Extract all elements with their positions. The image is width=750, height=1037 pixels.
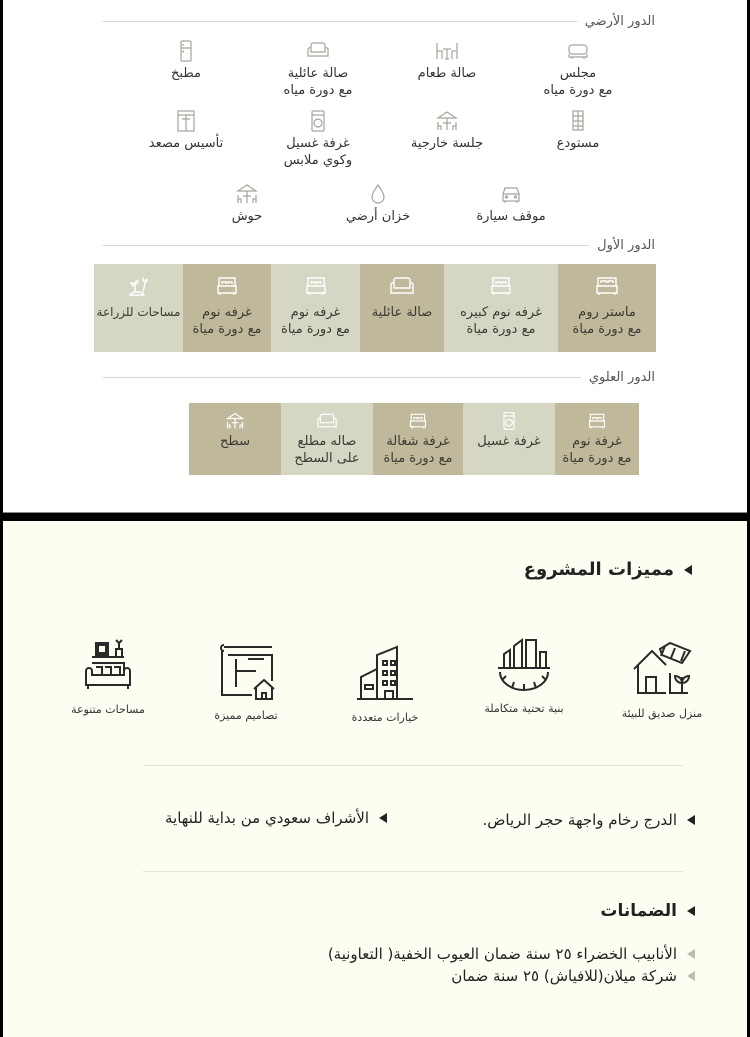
tile-label: غرفه نوم كبيره (460, 305, 542, 320)
tile-label: صالة عائلية (371, 305, 433, 320)
features-heading (524, 559, 692, 580)
elevator-icon (174, 110, 198, 132)
tile-maid-room (373, 403, 463, 475)
item-label: مستودع (556, 136, 600, 151)
bed-icon (488, 274, 514, 298)
ground-item-outdoor-seating (387, 110, 507, 152)
outdoor-umbrella-icon (435, 110, 459, 132)
bed-icon (407, 411, 429, 431)
divider (143, 871, 683, 872)
upper-floor-tiles (189, 403, 639, 475)
tile-label: غرفة غسيل (477, 434, 541, 449)
first-floor-heading (103, 238, 655, 253)
sofa-icon (316, 411, 338, 431)
guarantee-item-2 (451, 967, 695, 985)
ground-item-yard (187, 183, 307, 225)
cabinet-icon (566, 110, 590, 132)
water-drop-icon (366, 183, 390, 205)
item-label: جلسة خارجية (410, 136, 484, 151)
guarantees-title: الضمانات (600, 901, 677, 921)
guarantee-text: الأنابيب الخضراء ٢٥ سنة ضمان العيوب الخفية( التعاونية) (327, 945, 677, 963)
tile-sublabel: مع دورة مياة (572, 322, 642, 337)
note-stairs-facade (482, 811, 695, 829)
triangle-bullet-icon (687, 815, 695, 825)
tile-bedroom-1 (271, 264, 360, 352)
ground-floor-title: الدور الأرضي (584, 14, 655, 29)
tile-large-bedroom (444, 264, 558, 352)
sofa-icon (566, 40, 590, 62)
feature-infrastructure (469, 634, 579, 715)
dining-table-icon (435, 40, 459, 62)
upper-floor-heading (103, 370, 655, 385)
triangle-bullet-icon (687, 949, 695, 959)
item-label: تأسيس مصعد (148, 136, 224, 151)
ground-item-family-hall (258, 40, 378, 99)
ground-item-storage (518, 110, 638, 152)
guarantee-text: شركة ميلان(للافياش) ٢٥ سنة ضمان (451, 967, 677, 985)
item-label: صالة عائلية (287, 66, 349, 81)
triangle-bullet-icon (379, 813, 387, 823)
item-label: غرفة غسيل (286, 136, 350, 151)
washing-machine-icon (306, 110, 330, 132)
feature-label: منزل صديق للبيئة (621, 707, 703, 720)
tile-upper-bedroom (555, 403, 639, 475)
note-text: الدرج رخام واجهة حجر الرياض. (482, 811, 677, 829)
ground-item-majlis (518, 40, 638, 99)
divider (143, 765, 683, 766)
tile-upper-laundry (463, 403, 555, 475)
note-text: الأشراف سعودي من بداية للنهاية (165, 809, 369, 827)
ground-item-kitchen (126, 40, 246, 82)
triangle-bullet-icon (684, 565, 692, 575)
feature-label: تصاميم مميزة (214, 709, 278, 722)
living-space-icon (76, 635, 140, 695)
first-floor-tiles (94, 264, 656, 352)
item-sublabel: وكوي ملابس (283, 153, 353, 168)
tile-label: غرفه نوم (290, 305, 341, 320)
divider (103, 21, 577, 22)
guarantee-item-1 (328, 945, 695, 963)
item-label: مطبخ (171, 66, 201, 81)
feature-label: بنية تحتية متكاملة (484, 702, 564, 715)
item-sublabel: مع دورة مياه (283, 83, 353, 98)
item-label: مجلس (559, 66, 597, 81)
tile-sublabel: مع دورة مياة (466, 322, 536, 337)
triangle-bullet-icon (687, 971, 695, 981)
feature-spaces (53, 635, 163, 716)
bed-icon (594, 274, 620, 298)
item-label: حوش (231, 209, 263, 224)
armchair-icon (306, 40, 330, 62)
bed-icon (303, 274, 329, 298)
car-icon (499, 183, 523, 205)
tile-sublabel: مع دورة مياة (562, 451, 632, 466)
item-sublabel: مع دورة مياه (543, 83, 613, 98)
tile-sublabel: مع دورة مياة (192, 322, 262, 337)
tile-label: غرفة شغالة (386, 434, 450, 449)
tile-roof (189, 403, 281, 475)
ground-item-parking (451, 183, 571, 225)
ground-item-water-tank (318, 183, 438, 225)
tile-bedroom-2 (183, 264, 271, 352)
tile-label: غرفة نوم (572, 434, 622, 449)
fridge-icon (174, 40, 198, 62)
bed-icon (586, 411, 608, 431)
item-label: صالة طعام (417, 66, 477, 81)
first-floor-title: الدور الأول (597, 238, 655, 253)
guarantees-heading (600, 901, 695, 921)
feature-label: مساحات متنوعة (71, 703, 145, 716)
item-label: موقف سيارة (476, 209, 546, 224)
note-supervision (165, 809, 387, 827)
blueprint-house-icon (214, 641, 278, 701)
plant-shovel-icon (126, 274, 152, 298)
features-title: مميزات المشروع (523, 559, 674, 580)
building-icon (353, 643, 417, 703)
ground-item-dining (387, 40, 507, 82)
ground-item-laundry (258, 110, 378, 169)
outdoor-umbrella-icon (235, 183, 259, 205)
tile-family-hall (360, 264, 444, 352)
triangle-bullet-icon (687, 906, 695, 916)
tile-label: ماستر روم (578, 305, 636, 320)
tile-roof-hall (281, 403, 373, 475)
tile-planting-areas (94, 264, 183, 352)
tile-sublabel: مع دورة مياة (281, 322, 350, 337)
bed-icon (214, 274, 240, 298)
tile-sublabel: مع دورة مياة (383, 451, 453, 466)
tile-sublabel: على السطح (294, 451, 360, 466)
item-label: خزان أرضي (345, 209, 411, 224)
tile-master-room (558, 264, 656, 352)
ground-item-elevator (126, 110, 246, 152)
upper-floor-title: الدور العلوي (588, 370, 655, 385)
tile-label: مساحات للزراعة (96, 305, 181, 319)
sofa-icon (389, 274, 415, 298)
floor-plan-panel (3, 0, 747, 513)
feature-designs (191, 641, 301, 722)
eco-house-icon (630, 639, 694, 699)
divider (103, 377, 581, 378)
washing-machine-icon (498, 411, 520, 431)
tile-label: غرفه نوم (202, 305, 252, 320)
divider (103, 245, 589, 246)
feature-label: خيارات متعددة (351, 711, 419, 724)
feature-options (330, 643, 440, 724)
ground-floor-heading (103, 14, 655, 29)
tile-label: سطح (220, 434, 250, 449)
tile-label: صاله مطلع (297, 434, 357, 449)
features-panel (3, 521, 747, 1037)
infrastructure-gear-icon (492, 634, 556, 694)
outdoor-umbrella-icon (224, 411, 246, 431)
feature-eco-house (607, 639, 717, 720)
